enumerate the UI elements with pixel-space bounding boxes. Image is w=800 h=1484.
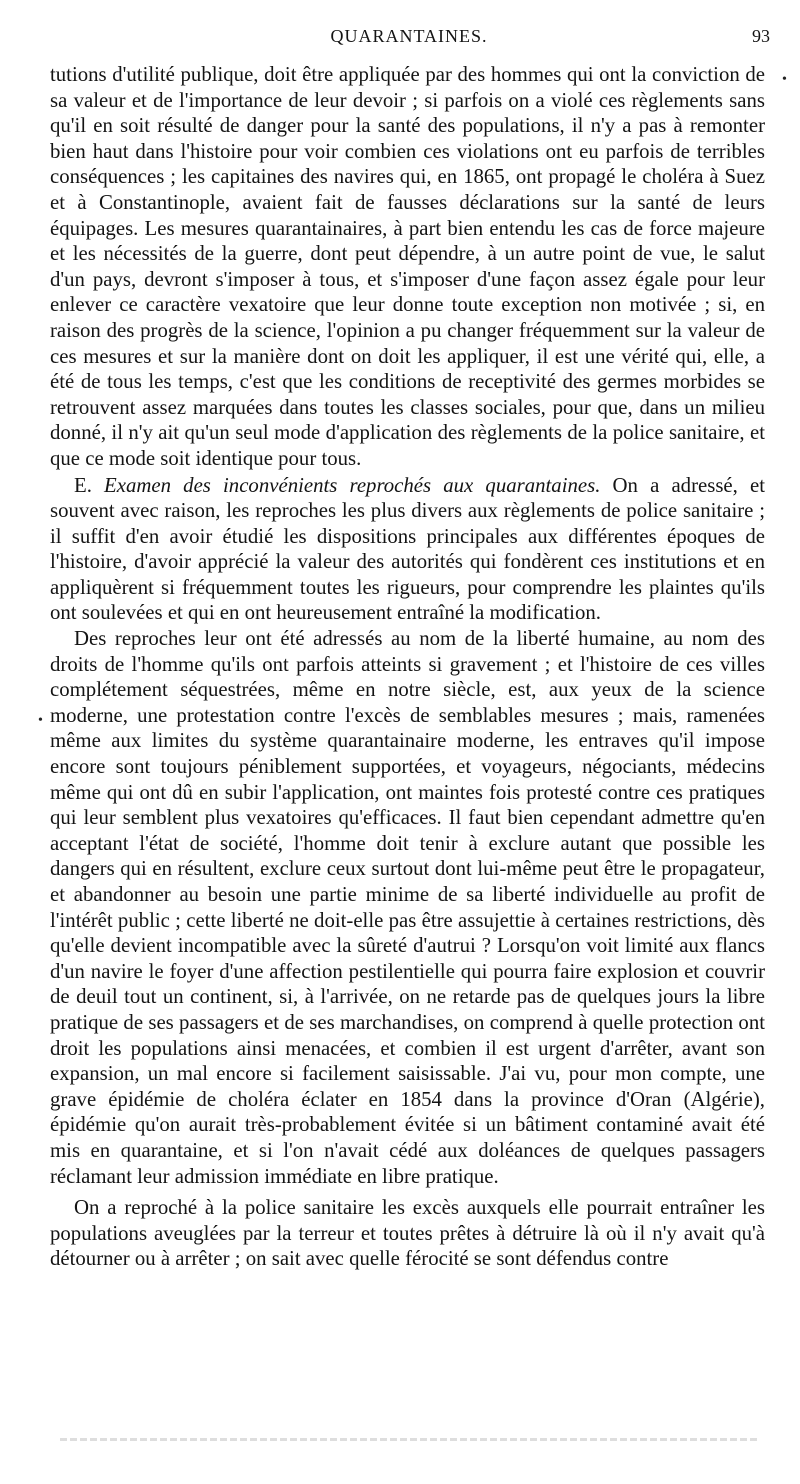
paragraph-final: On a reproché à la police sanitaire les excès auxquels elle pourrait entraîner les populations aveuglées par la terreur et toutes prêtes à détruire là où il n'y avait qu'à détourner ou à arrêter ; on sait avec quelle férocité se sont défendus contre bbox=[50, 1196, 765, 1271]
running-head bbox=[48, 26, 770, 56]
margin-mark: • bbox=[38, 713, 43, 728]
paragraph-continued: tutions d'utilité publique, doit être appliquée par des hommes qui ont la conviction de sa valeur et de l'importance de leur devoir ; si parfois on a violé ces règlements sans qu'il en soit résulté de danger pour la santé des populations, il n'y a pas à remonter bien haut dans l'histoire pour voir combien ces violations ont eu parfois de terribles conséquences ; les capitaines des navires qui, en 1865, ont propagé le choléra à Suez et à Constantinople, avaient fait de fausses déclarations sur la santé de leurs équipages. Les mesures quarantainaires, à part bien entendu les cas de force majeure et les nécessités de la guerre, dont peut dépendre, à un autre point de vue, le salut d'un pays, devront s'imposer à tous, et s'imposer d'une façon assez égale pour leur enlever ce caractère vexatoire que leur donne toute exception non motivée ; si, en raison des progrès de la science, l'opinion a pu changer fréquemment sur la valeur de ces mesures et sur la manière dont on doit les appliquer, il est une vérité qui, elle, a été de tous les temps, c'est que les conditions de receptivité des germes morbides se retrouvent assez marquées dans toutes les classes sociales, pour que, dans un milieu donné, il n'y ait qu'un seul mode d'application des règlements de la police sanitaire, et que ce mode soit identique pour tous. bbox=[50, 63, 765, 470]
body-text bbox=[50, 62, 765, 1272]
section-letter: E. bbox=[74, 473, 92, 497]
margin-mark: • bbox=[782, 72, 787, 87]
section-paragraph-text: On a adressé, et souvent avec raison, les reproches les plus divers aux règlements de police sanitaire ; il suffit d'en avoir étudié les dispositions principales aux différentes époques de l'histoire, d'avoir apprécié la valeur des autorités qui fondèrent ces institutions et en appliquèrent si fréquemment toutes les rigueurs, pour comprendre les plaintes qu'ils ont soulevées et qui en ont heureusement entraîné la modification. bbox=[50, 473, 765, 625]
paragraph-section-e bbox=[50, 473, 765, 627]
paragraph-reproches: Des reproches leur ont été adressés au nom de la liberté humaine, au nom des droits de l'homme qu'ils ont parfois atteints si gravement ; et l'histoire de ces villes complétement séquestrées, même en notre siècle, est, aux yeux de la science moderne, une protestation contre l'excès de semblables mesures ; mais, ramenées même aux limites du système quarantainaire moderne, les entraves qu'il impose encore sont toujours péniblement supportées, et voyageurs, négociants, médecins même qui ont dû en subir l'application, ont maintes fois protesté contre ces pratiques qui leur semblent plus vexatoires qu'efficaces. Il faut bien cependant admettre qu'en acceptant l'état de société, l'homme doit tenir à exclure autant que possible les dangers qui en résultent, exclure ceux surtout dont lui-même peut être le propagateur, et abandonner au besoin une partie minime de sa liberté individuelle au profit de l'intérêt public ; cette liberté ne doit-elle pas être assujettie à certaines restrictions, dès qu'elle devient incompatible avec la sûreté d'autrui ? Lorsqu'on voit limité aux flancs d'un navire le foyer d'une affection pestilentielle qui pourra faire explosion et couvrir de deuil tout un continent, si, à l'arrivée, on ne retarde pas de quelques jours la libre pratique de ses passagers et de ses marchandises, on comprend à quelle protection ont droit les populations ainsi menacées, et combien il est urgent d'arrêter, avant son expansion, un mal encore si facilement saisissable. J'ai vu, pour mon compte, une grave épidémie de choléra éclater en 1854 dans la province d'Oran (Algérie), épidémie qu'on aurait très-probablement évitée si un bâtiment contaminé avait été mis en quarantaine, et si l'on n'avait cédé aux doléances de quelques passagers réclamant leur admission immédiate en libre pratique. bbox=[50, 627, 765, 1188]
page-number: 93 bbox=[752, 26, 770, 46]
page-header-title: QUARANTAINES. bbox=[330, 26, 488, 46]
section-title: Examen des inconvénients reprochés aux quarantaines. bbox=[104, 473, 601, 497]
faded-bleed-through-line bbox=[60, 1438, 760, 1441]
